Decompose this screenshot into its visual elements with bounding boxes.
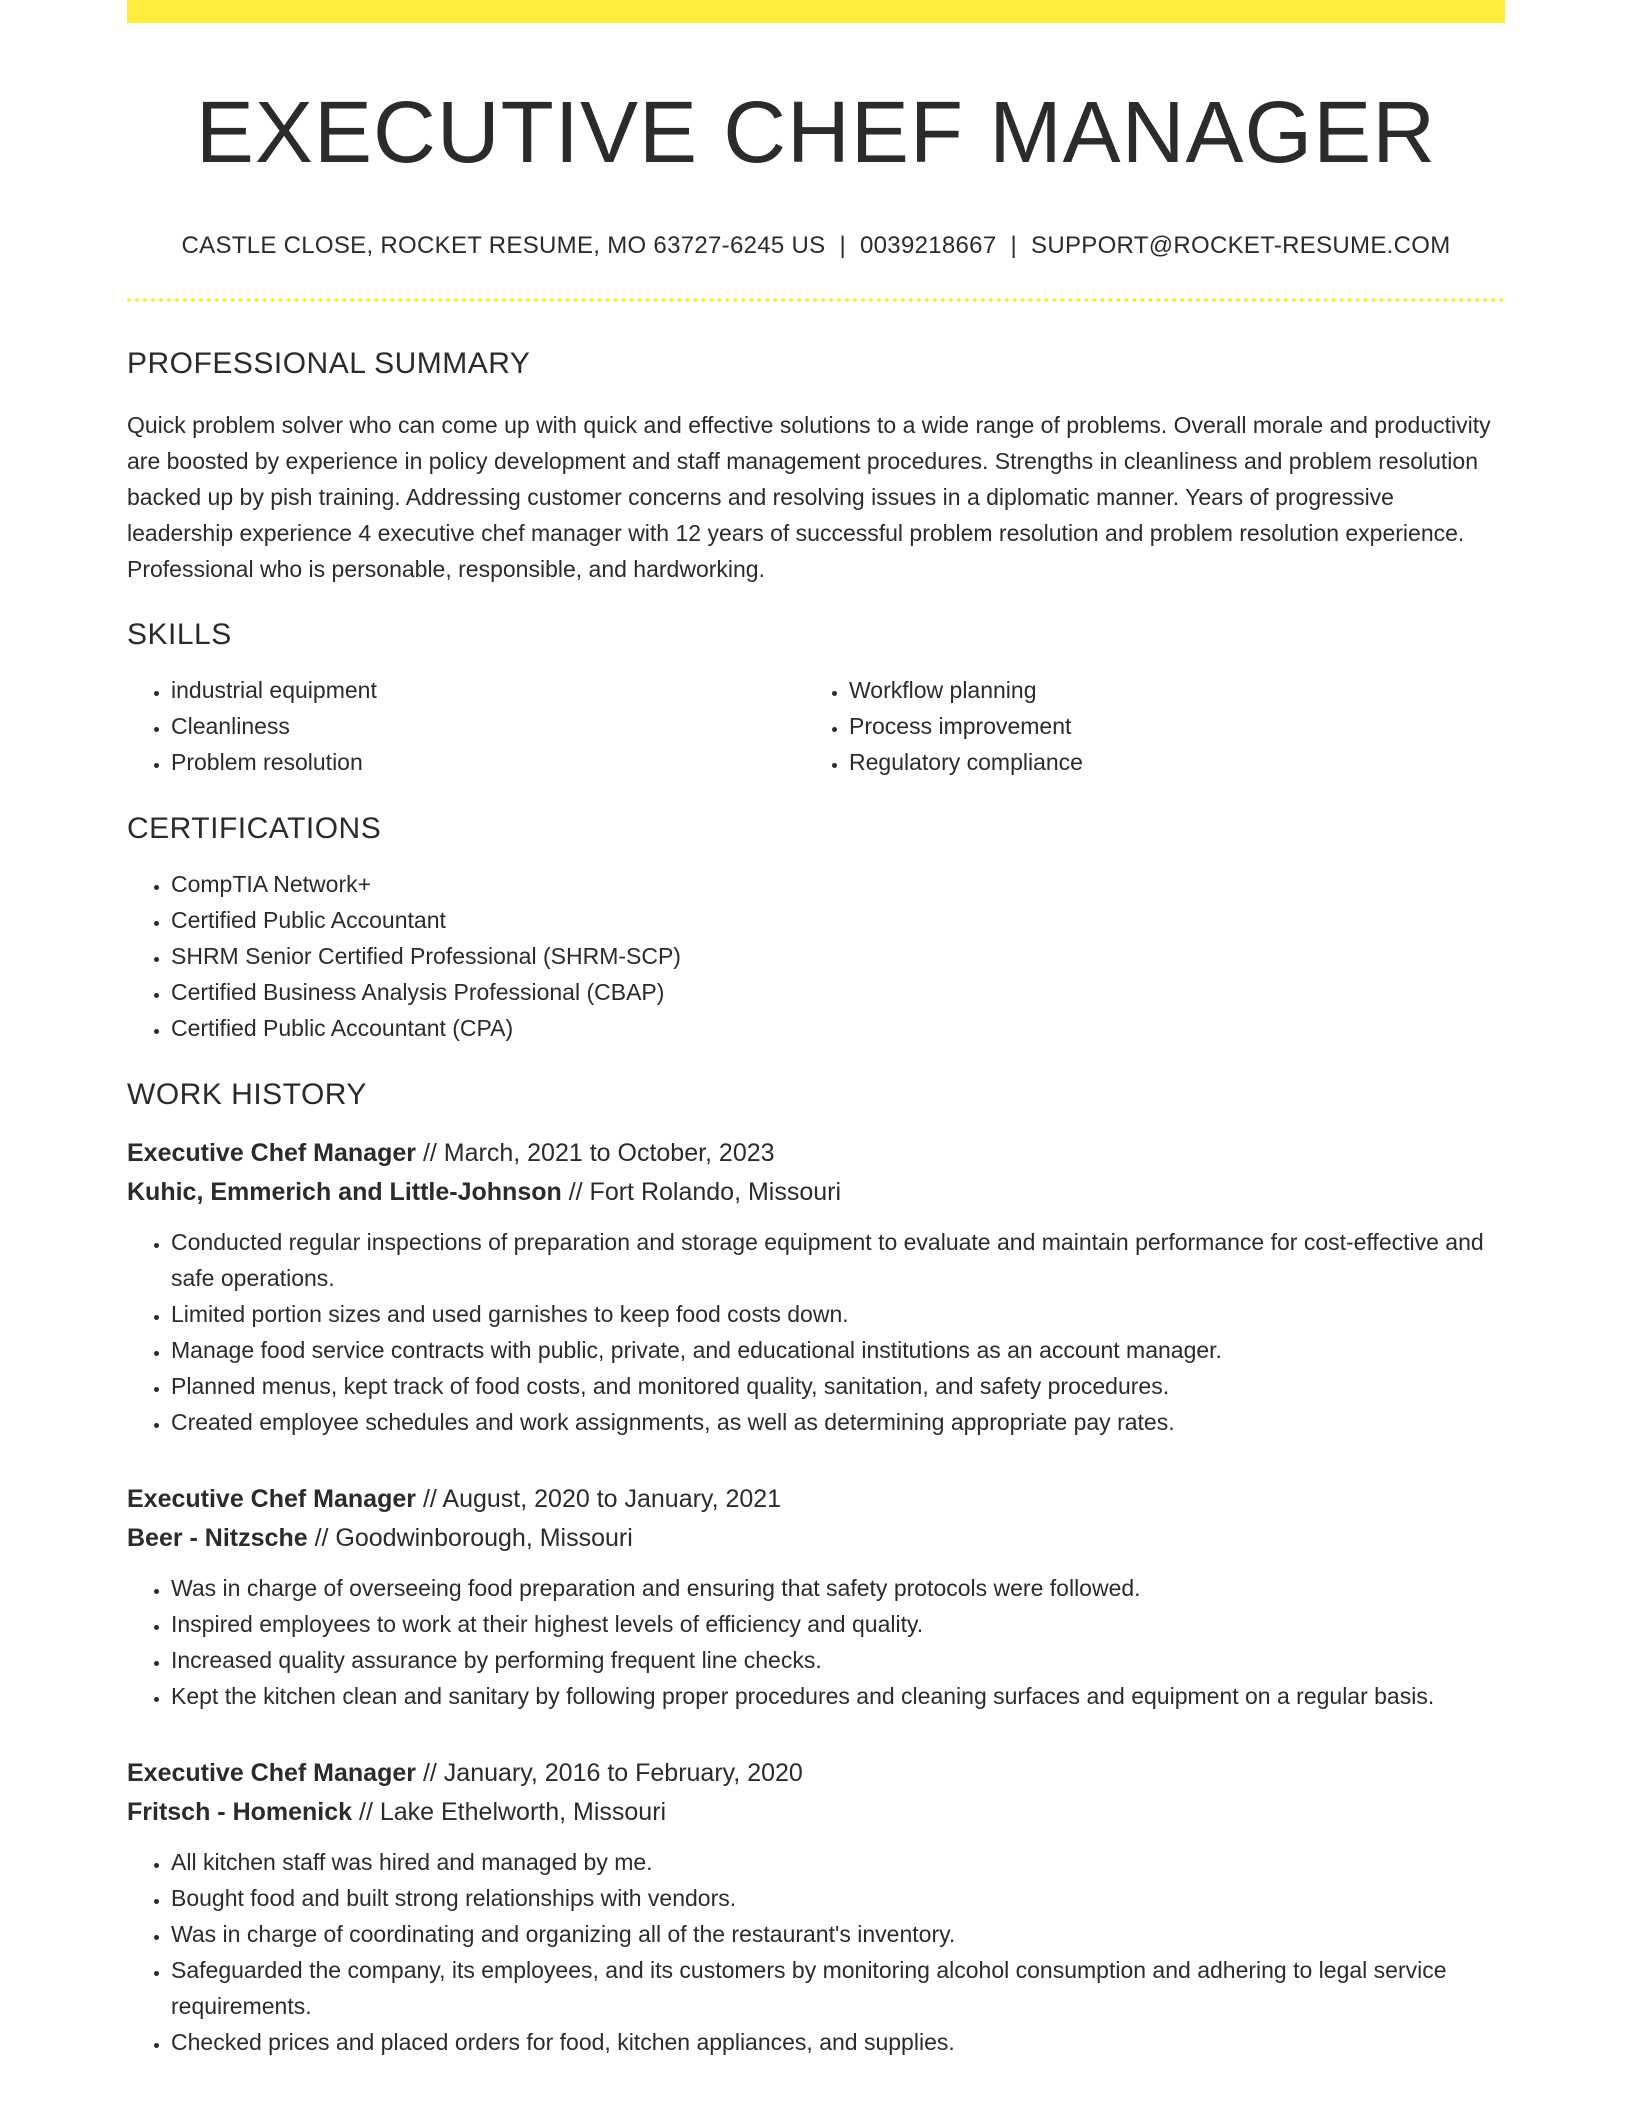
job-duties [127, 1224, 1505, 1440]
email: SUPPORT@ROCKET-RESUME.COM [1031, 232, 1451, 259]
resume-name: EXECUTIVE CHEF MANAGER [195, 84, 1437, 181]
job-entry [127, 1754, 1505, 2060]
accent-bar [127, 0, 1505, 23]
summary-title: PROFESSIONAL SUMMARY [127, 347, 531, 380]
skills-list-left [127, 672, 805, 780]
skills-column-right [805, 672, 1483, 780]
job-role-line [127, 1754, 1505, 1793]
job-location: // Goodwinborough, Missouri [314, 1524, 633, 1552]
job-duty: • Created employee schedules and work assignments, as well as determining appropriate pay rates. [171, 1404, 1505, 1440]
job-duty: • Increased quality assurance by performing frequent line checks. [171, 1642, 1505, 1678]
job-company-line [127, 1793, 1505, 1832]
job-duty: • Inspired employees to work at their highest levels of efficiency and quality. [171, 1606, 1505, 1642]
job-role-line [127, 1134, 1505, 1173]
certification-item: • Certified Public Accountant [171, 902, 1505, 938]
job-duty: • All kitchen staff was hired and managed by me. [171, 1844, 1505, 1880]
job-company: Kuhic, Emmerich and Little-Johnson [127, 1178, 562, 1206]
separator: | [839, 232, 846, 259]
job-duties [127, 1844, 1505, 2060]
certification-item: • SHRM Senior Certified Professional (SHRM-SCP) [171, 938, 1505, 974]
certification-item: • Certified Business Analysis Professional (CBAP) [171, 974, 1505, 1010]
job-duty: • Was in charge of coordinating and organizing all of the restaurant's inventory. [171, 1916, 1505, 1952]
contact-line [127, 234, 1505, 258]
job-location: // Lake Ethelworth, Missouri [359, 1798, 667, 1826]
certifications-title: CERTIFICATIONS [127, 812, 382, 845]
skill-item: • Process improvement [849, 708, 1483, 744]
job-duty: • Limited portion sizes and used garnishes to keep food costs down. [171, 1296, 1505, 1332]
skills-list-right [805, 672, 1483, 780]
certification-item: • Certified Public Accountant (CPA) [171, 1010, 1505, 1046]
dotted-divider [127, 298, 1505, 302]
resume-page [127, 0, 1505, 2060]
job-dates: // March, 2021 to October, 2023 [422, 1139, 775, 1167]
job-company-line [127, 1173, 1505, 1212]
job-duty: • Planned menus, kept track of food costs, and monitored quality, sanitation, and safety procedures. [171, 1368, 1505, 1404]
job-entry [127, 1480, 1505, 1714]
certifications-list [127, 866, 1505, 1046]
job-dates: // January, 2016 to February, 2020 [422, 1759, 803, 1787]
phone: 0039218667 [860, 232, 997, 259]
job-duty: • Was in charge of overseeing food preparation and ensuring that safety protocols were followed. [171, 1570, 1505, 1606]
skill-item: • industrial equipment [171, 672, 805, 708]
address: CASTLE CLOSE, ROCKET RESUME, MO 63727-6245 US [181, 232, 826, 259]
job-duty: • Safeguarded the company, its employees, and its customers by monitoring alcohol consumption and adhering to legal service requirements. [171, 1952, 1505, 2024]
job-entry [127, 1134, 1505, 1440]
job-company: Beer - Nitzsche [127, 1524, 308, 1552]
certification-item: • CompTIA Network+ [171, 866, 1505, 902]
job-duty: • Kept the kitchen clean and sanitary by following proper procedures and cleaning surfaces and equipment on a regular basis. [171, 1678, 1505, 1714]
skill-item: • Problem resolution [171, 744, 805, 780]
job-dates: // August, 2020 to January, 2021 [422, 1485, 782, 1513]
skills-column-left [127, 672, 805, 780]
job-role: Executive Chef Manager [127, 1485, 416, 1513]
job-location: // Fort Rolando, Missouri [568, 1178, 842, 1206]
job-duty: • Bought food and built strong relationships with vendors. [171, 1880, 1505, 1916]
job-company: Fritsch - Homenick [127, 1798, 353, 1826]
work-history-title: WORK HISTORY [127, 1078, 367, 1111]
job-duty: • Checked prices and placed orders for food, kitchen appliances, and supplies. [171, 2024, 1505, 2060]
skill-item: • Cleanliness [171, 708, 805, 744]
job-duty: • Conducted regular inspections of preparation and storage equipment to evaluate and maintain performance for cost-effective and safe operations. [171, 1224, 1505, 1296]
skill-item: • Workflow planning [849, 672, 1483, 708]
job-duties [127, 1570, 1505, 1714]
job-role: Executive Chef Manager [127, 1139, 416, 1167]
job-role: Executive Chef Manager [127, 1759, 416, 1787]
skills-title: SKILLS [127, 618, 232, 651]
separator: | [1010, 232, 1018, 259]
job-role-line [127, 1480, 1505, 1519]
skills-grid [127, 672, 1505, 780]
summary-text: Quick problem solver who can come up with quick and effective solutions to a wide range of problems. Overall morale and productivity are boosted by experience in policy development and staff management procedures. Strengths in cleanliness and problem resolution backed up by pish training. Addressing customer concerns and resolving issues in a diplomatic manner. Years of progressive leadership experience 4 executive chef manager with 12 years of successful problem resolution and problem resolution experience. Professional who is personable, responsible, and hardworking. [127, 412, 1491, 582]
skill-item: • Regulatory compliance [849, 744, 1483, 780]
job-company-line [127, 1519, 1505, 1558]
job-duty: • Manage food service contracts with public, private, and educational institutions as an account manager. [171, 1332, 1505, 1368]
